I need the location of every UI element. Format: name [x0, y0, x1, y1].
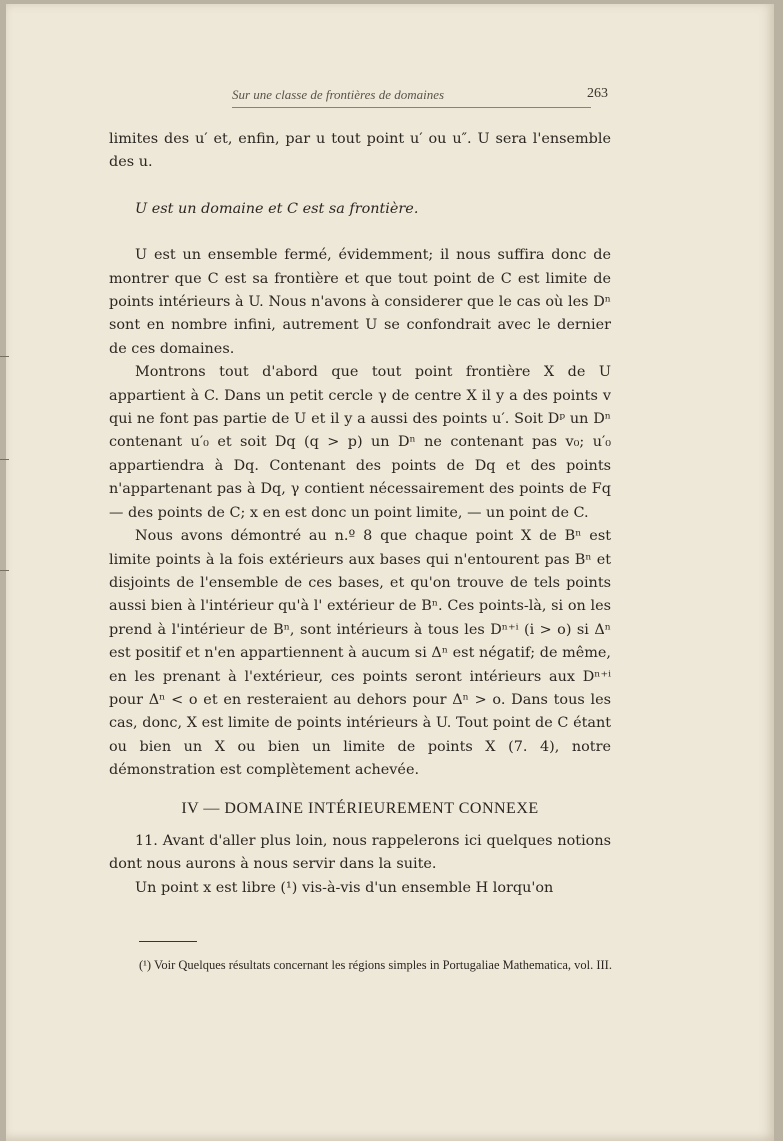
paragraph: 11. Avant d'aller plus loin, nous rappelerons ici quelques notions dont nous aurons à nous servir dans la suite. [109, 832, 611, 873]
paragraph: Nous avons démontré au n.º 8 que chaque point X de Bⁿ est limite points à la fois extérieurs aux bases qui n'entourent pas Bⁿ et disjoints de l'ensemble de ces bases, et qu'on trouve de tels points aussi bien à l'intérieur qu'à l' extérieur de Bⁿ. Ces points-là, si on les prend à l'intérieur de Bⁿ, sont intérieurs à tous les Dⁿ⁺ⁱ (i > o) si Δⁿ est positif et n'en appartiennent à aucum si Δⁿ est négatif; de même, en les prenant à l'extérieur, ces points seront intérieurs aux Dⁿ⁺ⁱ pour Δⁿ < o et en resteraient au dehors pour Δⁿ > o. Dans tous les cas, donc, X est limite de points intérieurs à U. Tout point de C étant ou bien un X ou bien un limite de points X (7. 4), notre démonstration est complètement achevée. [109, 528, 611, 779]
main-text [109, 128, 611, 900]
margin-mark [0, 459, 9, 460]
margin-mark [0, 570, 9, 571]
page-number: 263 [587, 86, 608, 101]
paragraph: U est un domaine et C est sa frontière. [135, 200, 419, 217]
paragraph: Montrons tout d'abord que tout point frontière X de U appartient à C. Dans un petit cercle γ de centre X il y a des points v qui ne font pas partie de U et il y a aussi des points u′. Soit Dᵖ un Dⁿ contenant u′₀ et soit Dq (q > p) un Dⁿ ne contenant pas v₀; u′₀ appartiendra à Dq. Contenant des points de Dq et des points n'appartenant pas à Dq, γ contient nécessairement des points de Fq — des points de C; x en est donc un point limite, — un point de C. [109, 364, 611, 521]
paragraph: U est un ensemble fermé, évidemment; il nous suffira donc de montrer que C est sa frontière et que tout point de C est limite de points intérieurs à U. Nous n'avons à considerer que le cas où les Dⁿ sont en nombre infini, autrement U se confondrait avec le dernier de ces domaines. [109, 247, 611, 357]
footnote-rule [139, 941, 197, 942]
margin-mark [0, 356, 9, 357]
running-title: Sur une classe de frontières de domaines [232, 87, 591, 108]
section-heading: IV — DOMAINE INTÉRIEUREMENT CONNEXE [181, 799, 539, 817]
page [6, 4, 774, 1141]
paragraph: Un point x est libre (¹) vis-à-vis d'un ensemble H lorqu'on [135, 879, 554, 896]
footnote: (¹) Voir Quelques résultats concernant les régions simples in Portugaliae Mathematica, vol. III. [139, 958, 612, 972]
paragraph: limites des u′ et, enfin, par u tout point u′ ou u″. U sera l'ensemble des u. [109, 131, 611, 171]
